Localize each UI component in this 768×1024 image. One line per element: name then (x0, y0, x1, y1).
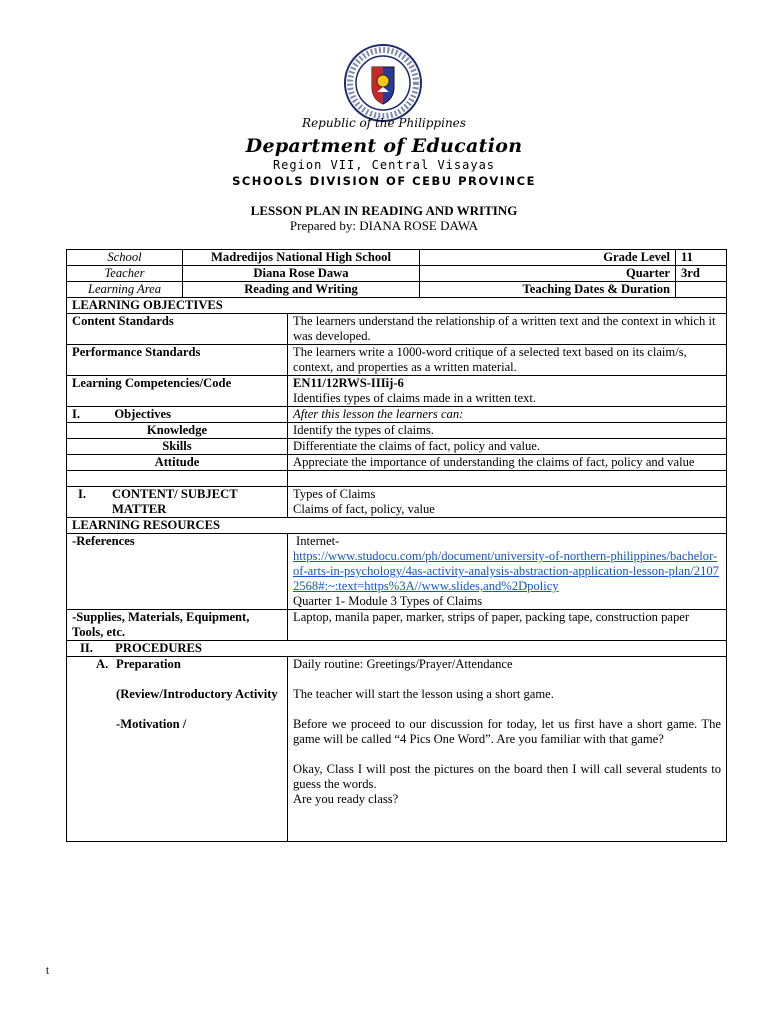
motivation-label: -Motivation / (116, 717, 187, 731)
content-line-1: Types of Claims (293, 487, 376, 501)
skills-label: Skills (67, 439, 288, 455)
attitude-value: Appreciate the importance of understanding the claims of fact, policy and value (288, 455, 727, 471)
objectives-label-cell (67, 407, 288, 423)
procedure-text-cell (288, 657, 727, 842)
main-table (66, 297, 727, 842)
procedure-paragraph: Are you ready class? (293, 792, 399, 806)
department-name: Department of Education (245, 135, 523, 157)
objectives-number: I. (72, 407, 81, 421)
quarter-value: 3rd (676, 266, 727, 282)
school-value: Madredijos National High School (183, 250, 420, 266)
grade-value: 11 (676, 250, 727, 266)
prepared-by: Prepared by: DIANA ROSE DAWA (289, 218, 479, 233)
knowledge-label: Knowledge (67, 423, 288, 439)
preparation-cell (67, 657, 288, 842)
performance-standards-label: Performance Standards (67, 345, 288, 376)
procedure-paragraph: Okay, Class I will post the pictures on the board then I will call several students to guess the words. (293, 762, 721, 791)
content-matter-cell (67, 487, 288, 518)
grade-label: Grade Level (420, 250, 676, 266)
empty-cell (67, 471, 288, 487)
reference-link[interactable]: https://www.studocu.com/ph/document/university-of-northern-philippines/bachelor-of-arts-in-psychology/4as-activity-analysis-abstraction-application-lesson-plan/21072568#:~:text=https%3A//www.slides,and%2Dpolicy (293, 549, 719, 593)
content-number: I. (78, 487, 87, 501)
procedures-heading-cell (67, 641, 727, 657)
review-label: (Review/Introductory Activity (116, 687, 278, 701)
school-label: School (67, 250, 183, 266)
dates-label: Teaching Dates & Duration (420, 282, 676, 298)
content-value-cell (288, 487, 727, 518)
content-standards-label: Content Standards (67, 314, 288, 345)
republic-line: Republic of the Philippines (302, 116, 466, 130)
supplies-value: Laptop, manila paper, marker, strips of paper, packing tape, construction paper (288, 610, 727, 641)
dates-value (676, 282, 727, 298)
competency-code: EN11/12RWS-IIIij-6 (293, 376, 404, 390)
content-line-2: Claims of fact, policy, value (293, 502, 435, 516)
area-value: Reading and Writing (183, 282, 420, 298)
region-line: Region VII, Central Visayas (272, 158, 496, 172)
internet-label: Internet- (296, 534, 340, 548)
objectives-intro: After this lesson the learners can: (288, 407, 727, 423)
quarter-label: Quarter (420, 266, 676, 282)
competencies-label: Learning Competencies/Code (67, 376, 288, 407)
info-table (66, 249, 727, 298)
procedure-paragraph: Daily routine: Greetings/Prayer/Attendance (293, 657, 513, 671)
references-cell (288, 534, 727, 610)
skills-value: Differentiate the claims of fact, policy and value. (288, 439, 727, 455)
references-label: -References (67, 534, 288, 610)
knowledge-value: Identify the types of claims. (288, 423, 727, 439)
procedures-number: II. (80, 641, 93, 655)
attitude-label: Attitude (67, 455, 288, 471)
lesson-plan-title: LESSON PLAN IN READING AND WRITING (250, 203, 518, 218)
deped-seal (343, 43, 423, 123)
procedures-heading: PROCEDURES (115, 641, 202, 655)
empty-cell (288, 471, 727, 487)
procedure-paragraph: Before we proceed to our discussion for today, let us first have a short game. The game will be called “4 Pics One Word”. Are you familiar with that game? (293, 717, 721, 746)
procedure-paragraph: The teacher will start the lesson using a short game. (293, 687, 554, 701)
teacher-value: Diana Rose Dawa (183, 266, 420, 282)
competency-text: Identifies types of claims made in a written text. (293, 391, 537, 405)
learning-resources-heading: LEARNING RESOURCES (67, 518, 727, 534)
preparation-label: Preparation (116, 657, 181, 671)
learning-objectives-heading: LEARNING OBJECTIVES (67, 298, 727, 314)
content-standards-value: The learners understand the relationship of a written text and the context in which it was developed. (288, 314, 727, 345)
teacher-label: Teacher (67, 266, 183, 282)
competencies-cell (288, 376, 727, 407)
area-label: Learning Area (67, 282, 183, 298)
performance-standards-value: The learners write a 1000-word critique of a selected text based on its claim/s, context, and properties as a written material. (288, 345, 727, 376)
module-reference: Quarter 1- Module 3 Types of Claims (293, 594, 483, 608)
footer-mark: t (46, 966, 49, 977)
objectives-label: Objectives (114, 407, 172, 421)
content-label: CONTENT/ SUBJECT MATTER (112, 487, 238, 516)
supplies-label: -Supplies, Materials, Equipment, Tools, etc. (67, 610, 288, 641)
preparation-letter: A. (96, 657, 109, 671)
division-line: SCHOOLS DIVISION OF CEBU PROVINCE (232, 174, 536, 188)
